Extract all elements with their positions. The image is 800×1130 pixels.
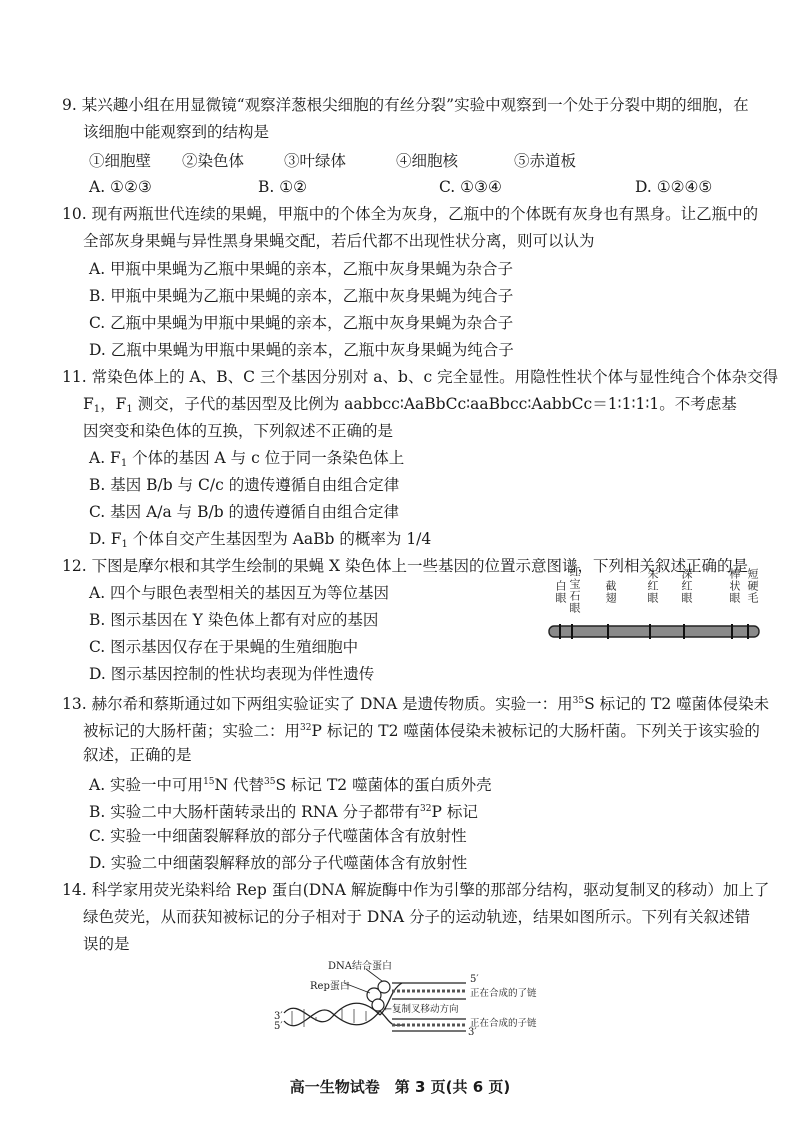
x-chromosome-bar [548,624,762,640]
q13-stem-line1: 13. 赫尔希和蔡斯通过如下两组实验证实了 DNA 是遗传物质。实验一：用$^{35}$S 标记的 T2 噬菌体侵染未 [62,695,770,713]
q13-option-a: A. 实验一中可用$^{15}$N 代替$^{35}$S 标记 T2 噬菌体的蛋白质外壳 [89,776,492,794]
q13-option-c: C. 实验一中细菌裂解释放的部分子代噬菌体含有放射性 [89,827,467,845]
q11-stem-line3: 因突变和染色体的互换，下列叙述不正确的是 [83,422,394,440]
dna-replication-figure [270,955,540,1040]
fig-label-5prime-left: 5′ [274,1021,283,1032]
gene-label-bar-eye: 棒状眼 [728,568,741,604]
q10-option-d: D. 乙瓶中果蝇为甲瓶中果蝇的亲本，乙瓶中灰身果蝇为纯合子 [89,341,514,359]
gene-label-white-eye: 白眼 [554,580,567,604]
q12-option-b: B. 图示基因在 Y 染色体上都有对应的基因 [89,611,379,629]
q9-option-a: A. ①②③ [89,178,152,196]
q11-stem-line2: $F_1$，$F_1$ 测交，子代的基因型及比例为 aabbcc∶AaBbCc∶aaBbcc∶AabbCc＝1∶1∶1∶1。不考虑基 [83,395,737,415]
q11-option-a: A. $F_1$ 个体的基因 A 与 c 位于同一条染色体上 [89,449,405,469]
q9-item-4: ④细胞核 [396,152,459,170]
q11-stem-line1: 11. 常染色体上的 A、B、C 三个基因分别对 a、b、c 完全显性。用隐性性状个体与显性纯合个体杂交得 [62,368,779,386]
q9-item-5: ⑤赤道板 [514,152,577,170]
q14-stem-line3: 误的是 [83,935,130,953]
q9-option-b: B. ①② [258,178,308,196]
q9-stem-line1: 9. 某兴趣小组在用显微镜“观察洋葱根尖细胞的有丝分裂”实验中观察到一个处于分裂中期的细胞，在 [62,96,749,114]
gene-label-truncated-wing: 截翅 [604,580,617,604]
gene-label-deep-red-eye: 深红眼 [680,568,693,604]
page-footer: 高一生物试卷 第 3 页(共 6 页) [289,1078,511,1096]
q12-option-d: D. 图示基因控制的性状均表现为伴性遗传 [89,665,375,683]
fig-label-rep-protein: Rep蛋白 [310,981,350,992]
fig-label-dna-binding-protein: DNA结合蛋白 [328,961,392,972]
q10-stem-line1: 10. 现有两瓶世代连续的果蝇，甲瓶中的个体全为灰身，乙瓶中的个体既有灰身也有黑身。让乙瓶中的 [62,205,759,223]
q12-option-c: C. 图示基因仅存在于果蝇的生殖细胞中 [89,638,359,656]
q11-option-c: C. 基因 A/a 与 B/b 的遗传遵循自由组合定律 [89,503,400,521]
q9-option-d: D. ①②④⑤ [635,178,713,196]
fig-label-3prime-left: 3′ [274,1011,283,1022]
q9-item-3: ③叶绿体 [284,152,347,170]
q14-stem-line1: 14. 科学家用荧光染料给 Rep 蛋白(DNA 解旋酶中作为引擎的那部分结构，驱动复制叉的移动）加上了 [62,881,770,899]
q11-option-b: B. 基因 B/b 与 C/c 的遗传遵循自由组合定律 [89,476,400,494]
fig-label-5prime-top: 5′ [470,974,479,985]
q9-stem-line2: 该细胞中能观察到的结构是 [83,123,270,141]
q13-option-d: D. 实验二中细菌裂解释放的部分子代噬菌体含有放射性 [89,854,468,872]
q10-option-c: C. 乙瓶中果蝇为甲瓶中果蝇的亲本，乙瓶中灰身果蝇为杂合子 [89,314,514,332]
q9-item-2: ②染色体 [182,152,245,170]
fig-label-fork-direction: ←复制叉移动方向 [384,1004,459,1015]
gene-label-ruby-eye: 红宝石眼 [568,566,581,614]
fig-label-3prime-right: 3′ [468,1027,477,1038]
q13-stem-line3: 叙述，正确的是 [83,746,192,764]
gene-label-vermilion-eye: 朱红眼 [646,568,659,604]
fig-label-leading-strand: 正在合成的子链 [470,1018,537,1029]
q14-stem-line2: 绿色荧光，从而获知被标记的分子相对于 DNA 分子的运动轨迹，结果如图所示。下列有关叙述错 [83,908,751,926]
q12-option-a: A. 四个与眼色表型相关的基因互为等位基因 [89,584,390,602]
q10-option-a: A. 甲瓶中果蝇为乙瓶中果蝇的亲本，乙瓶中灰身果蝇为杂合子 [89,260,514,278]
x-chromosome-figure [548,566,768,646]
fig-label-lagging-strand: 正在合成的了链 [470,988,537,999]
q9-option-c: C. ①③④ [439,178,502,196]
q12-stem: 12. 下图是摩尔根和其学生绘制的果蝇 X 染色体上一些基因的位置示意图谱，下列相关叙述正确的是 [62,557,748,575]
q10-option-b: B. 甲瓶中果蝇为乙瓶中果蝇的亲本，乙瓶中灰身果蝇为纯合子 [89,287,514,305]
q11-option-d: D. $F_1$ 个体自交产生基因型为 AaBb 的概率为 1/4 [89,530,432,550]
q10-stem-line2: 全部灰身果蝇与异性黑身果蝇交配，若后代都不出现性状分离，则可以认为 [83,232,595,250]
gene-label-short-bristle: 短硬毛 [746,568,759,604]
q13-option-b: B. 实验二中大肠杆菌转录出的 RNA 分子都带有$^{32}$P 标记 [89,803,478,821]
q9-item-1: ①细胞壁 [89,152,152,170]
q13-stem-line2: 被标记的大肠杆菌；实验二：用$^{32}$P 标记的 T2 噬菌体侵染未被标记的大肠杆菌。下列关于该实验的 [83,722,760,740]
